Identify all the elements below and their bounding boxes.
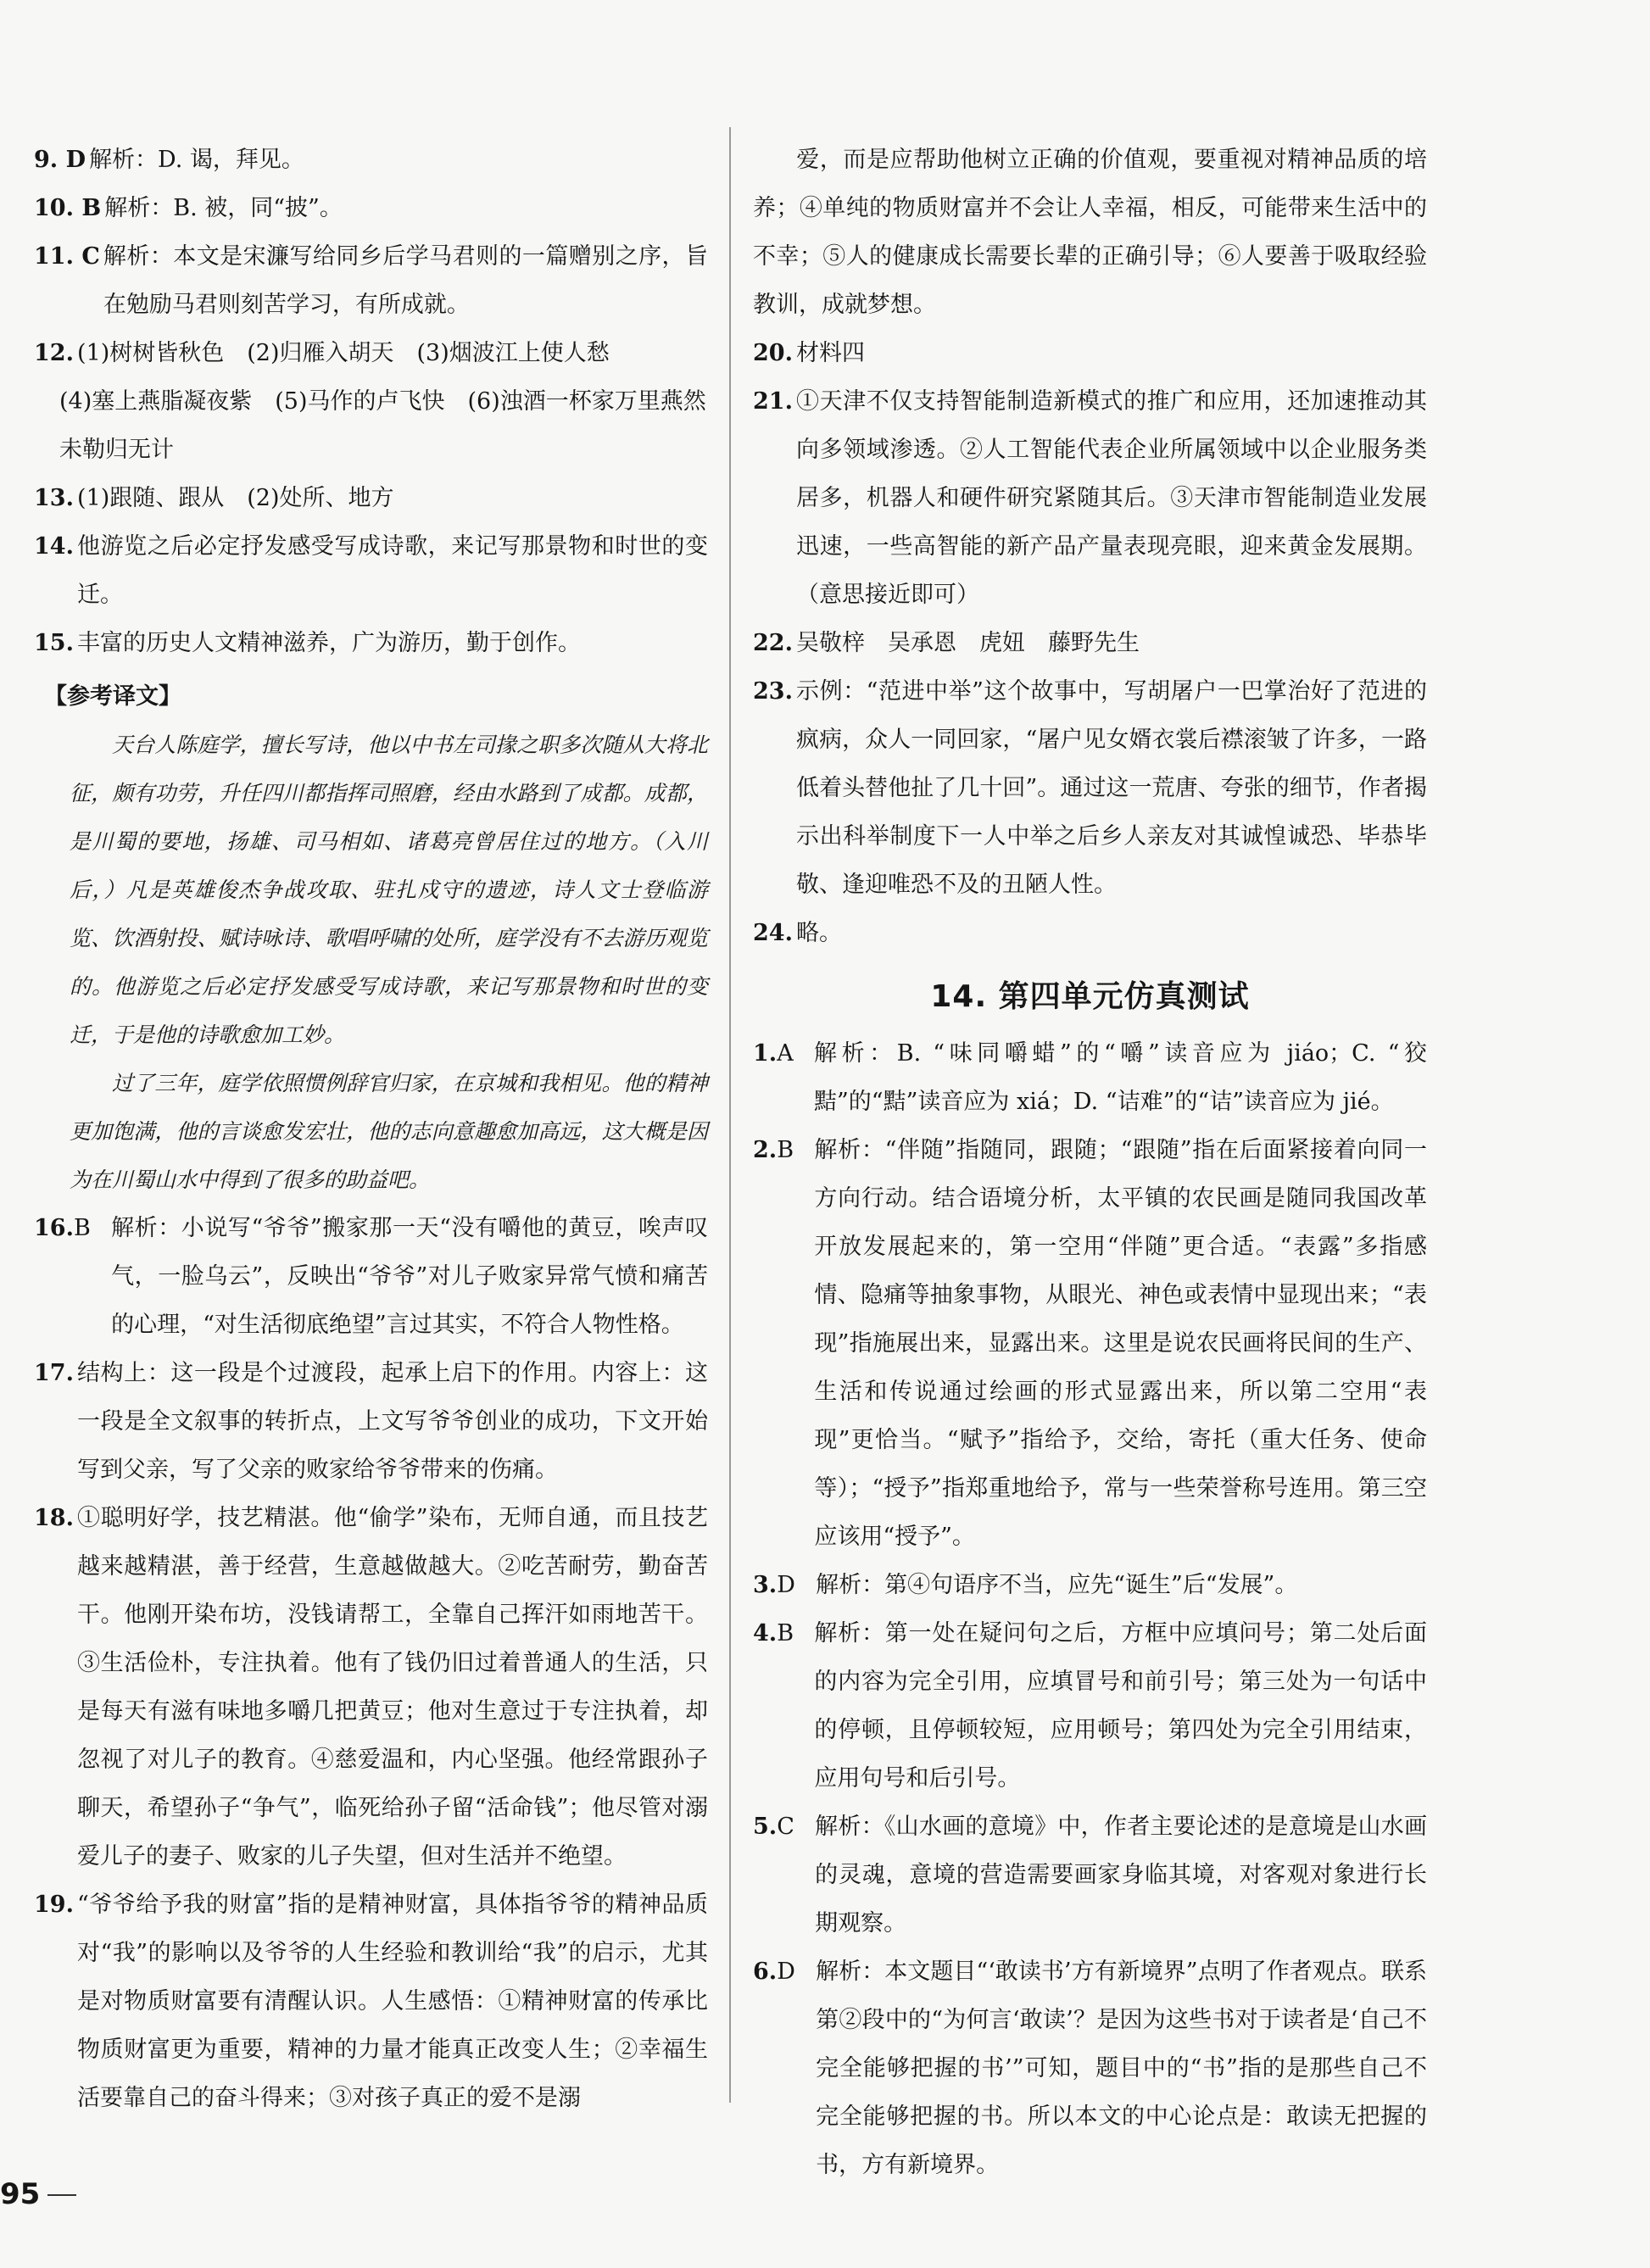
- answer-list-1: [34, 136, 708, 667]
- answer-choice: B: [777, 1137, 794, 1163]
- answer-item: [34, 1494, 708, 1881]
- answer-choice: D: [777, 1959, 795, 1985]
- answer-continuation: (4)塞上燕脂凝夜紫 (5)马作的卢飞快 (6)浊酒一杯家万里燕然未勒归无计: [59, 388, 706, 463]
- answer-item: [34, 329, 708, 377]
- answer-number: 18.: [34, 1505, 74, 1531]
- answer-number: 9. D: [34, 147, 86, 173]
- section-answer-list: [753, 1029, 1427, 2189]
- section-title: 14. 第四单元仿真测试: [930, 979, 1250, 1014]
- answer-number: 10. B: [34, 195, 102, 221]
- answer-text: 解析：B. 被，同“披”。: [104, 195, 343, 221]
- answer-choice: C: [777, 1814, 794, 1840]
- answer-number: 24.: [753, 920, 793, 946]
- answer-number: 12.: [34, 340, 74, 366]
- answer-number: 13.: [34, 485, 74, 511]
- answer-text: 解析：第一处在疑问句之后，方框中应填问号；第二处后面的内容为完全引用，应填冒号和前引号；第三处为一句话中的停顿，且停顿较短，应用顿号；第四处为完全引用结束，应用句号和后引号。: [814, 1620, 1427, 1792]
- answer-text: 解析：“伴随”指随同，跟随；“跟随”指在后面紧接着向同一方向行动。结合语境分析，太平镇的农民画是随同我国改革开放发展起来的，第一空用“伴随”更合适。“表露”多指感情、隐痛等抽象事物，从眼光、神色或表情中显现出来；“表现”指施展出来，显露出来。这里是说农民画将民间的生产、生活和传说通过绘画的形式显露出来，所以第二空用“表现”更恰当。“赋予”指给予，交给，寄托（重大任务、使命等）；“授予”指郑重地给予，常与一些荣誉称号连用。第三空应该用“授予”。: [814, 1137, 1427, 1550]
- answer-text: 吴敬梓 吴承恩 虎妞 藤野先生: [796, 630, 1140, 656]
- answer-number: 3.: [753, 1572, 778, 1598]
- answer-choice: D: [777, 1572, 795, 1598]
- answer-item: [753, 329, 1427, 377]
- answer-text: 解析：本文是宋濂写给同乡后学马君则的一篇赠别之序，旨在勉励马君则刻苦学习，有所成就。: [103, 243, 708, 318]
- answer-item: [34, 1204, 708, 1349]
- answer-list-3: [753, 329, 1427, 957]
- answer-item: [753, 377, 1427, 619]
- answer-number: 6.: [753, 1959, 778, 1985]
- answer-text: (1)跟随、跟从 (2)处所、地方: [77, 485, 394, 511]
- answer-choice: B: [73, 1215, 91, 1241]
- answer-number: 17.: [34, 1360, 74, 1386]
- page-number: 95: [0, 2177, 41, 2211]
- answer-text: 解析：D. 谒，拜见。: [89, 147, 304, 173]
- answer-number: 5.: [753, 1814, 778, 1840]
- answer-item: [753, 619, 1427, 667]
- answer-text: “爷爷给予我的财富”指的是精神财富，具体指爷爷的精神品质对“我”的影响以及爷爷的人生经验和教训给“我”的启示，尤其是对物质财富要有清醒认识。人生感悟：①精神财富的传承比物质财富更为重要，精神的力量才能真正改变人生；②幸福生活要靠自己的奋斗得来；③对孩子真正的爱不是溺: [77, 1892, 708, 2111]
- answer-number: 20.: [753, 340, 793, 366]
- answer-item: [34, 232, 708, 329]
- answer-text: 略。: [796, 920, 843, 946]
- answer-item: [753, 1803, 1427, 1948]
- translation-block: [34, 672, 708, 1204]
- answer-number: 15.: [34, 630, 74, 656]
- answer-number: 1.: [753, 1040, 778, 1067]
- answer-text: 解析：第④句语序不当，应先“诞生”后“发展”。: [816, 1572, 1298, 1598]
- answer-item: [753, 667, 1427, 909]
- answer-number: 2.: [753, 1137, 778, 1163]
- answer-text: 示例：“范进中举”这个故事中，写胡屠户一巴掌治好了范进的疯病，众人一同回家，“屠户见女婿衣裳后襟滚皱了许多，一路低着头替他扯了几十回”。通过这一荒唐、夸张的细节，作者揭示出科举制度下一人中举之后乡人亲友对其诚惶诚恐、毕恭毕敬、逢迎唯恐不及的丑陋人性。: [796, 678, 1427, 898]
- answer-item: [753, 1948, 1427, 2189]
- translation-paragraph: 过了三年，庭学依照惯例辞官归家，在京城和我相见。他的精神更加饱满，他的言谈愈发宏壮，他的志向意趣愈加高远，这大概是因为在川蜀山水中得到了很多的助益吧。: [70, 1071, 708, 1192]
- answer-number: 4.: [753, 1620, 778, 1647]
- answer-item: [34, 522, 708, 619]
- answer-text: ①聪明好学，技艺精湛。他“偷学”染布，无师自通，而且技艺越来越精湛，善于经营，生意越做越大。②吃苦耐劳，勤奋苦干。他刚开染布坊，没钱请帮工，全靠自己挥汗如雨地苦干。③生活俭朴，专注执着。他有了钱仍旧过着普通人的生活，只是每天有滋有味地多嚼几把黄豆；他对生意过于专注执着，却忽视了对儿子的教育。④慈爱温和，内心坚强。他经常跟孙子聊天，希望孙子“争气”，临死给孙子留“活命钱”；他尽管对溺爱儿子的妻子、败家的儿子失望，但对生活并不绝望。: [77, 1505, 708, 1870]
- answer-list-2: [34, 1204, 708, 2122]
- answer-number: 14.: [34, 533, 74, 560]
- answer-choice: A: [777, 1040, 794, 1067]
- translation-paragraph: 天台人陈庭学，擅长写诗，他以中书左司掾之职多次随从大将北征，颇有功劳，升任四川都指挥司照磨，经由水路到了成都。成都，是川蜀的要地，扬雄、司马相如、诸葛亮曾居住过的地方。（入川后，）凡是英雄俊杰争战攻取、驻扎戍守的遗迹，诗人文士登临游览、饮酒射投、赋诗咏诗、歌唱呼啸的处所，庭学没有不去游历观览的。他游览之后必定抒发感受写成诗歌，来记写那景物和时世的变迁，于是他的诗歌愈加工妙。: [70, 733, 708, 1047]
- answer-item: [753, 1029, 1427, 1126]
- answer-text: 解析：小说写“爷爷”搬家那一天“没有嚼他的黄豆，唉声叹气，一脸乌云”，反映出“爷爷”对儿子败家异常气愤和痛苦的心理，“对生活彻底绝望”言过其实，不符合人物性格。: [111, 1215, 708, 1338]
- answer-number: 11. C: [34, 243, 100, 270]
- answer-item: [753, 909, 1427, 957]
- answer-item: [34, 619, 708, 667]
- right-column: [753, 136, 1427, 2189]
- answer-item: [753, 1609, 1427, 1803]
- answer-number: 23.: [753, 678, 793, 705]
- answer-number: 16.: [34, 1215, 74, 1241]
- answer-text: (1)树树皆秋色 (2)归雁入胡天 (3)烟波江上使人愁: [77, 340, 610, 366]
- answer-choice: B: [777, 1620, 794, 1647]
- answer-item: [34, 184, 708, 232]
- left-column: [34, 136, 708, 2122]
- answer-text: 解析：《山水画的意境》中，作者主要论述的是意境是山水画的灵魂，意境的营造需要画家身临其境，对客观对象进行长期观察。: [815, 1814, 1427, 1936]
- answer-number: 19.: [34, 1892, 74, 1918]
- answer-item: [34, 1881, 708, 2122]
- answer-number: 21.: [753, 388, 793, 415]
- answer-text: ①天津不仅支持智能制造新模式的推广和应用，还加速推动其向多领域渗透。②人工智能代表企业所属领域中以企业服务类居多，机器人和硬件研究紧随其后。③天津市智能制造业发展迅速，一些高智能的新产品产量表现亮眼，迎来黄金发展期。（意思接近即可）: [796, 388, 1427, 608]
- answer-text: 他游览之后必定抒发感受写成诗歌，来记写那景物和时世的变迁。: [77, 533, 708, 608]
- answer-text: 丰富的历史人文精神滋养，广为游历，勤于创作。: [77, 630, 582, 656]
- answer-item: [34, 474, 708, 522]
- translation-heading: 【参考译文】: [44, 683, 181, 710]
- column-divider: [729, 127, 731, 2103]
- answer-text: 解析：本文题目“‘敢读书’方有新境界”点明了作者观点。联系第②段中的“为何言‘敢读’？是因为这些书对于读者是‘自己不完全能够把握的书’”可知，题目中的“书”指的是那些自己不完全能够把握的书。所以本文的中心论点是：敢读无把握的书，方有新境界。: [816, 1959, 1427, 2178]
- answer-item: [753, 1561, 1427, 1609]
- page-number-rule: [47, 2194, 76, 2196]
- answer-text: 结构上：这一段是个过渡段，起承上启下的作用。内容上：这一段是全文叙事的转折点，上文写爷爷创业的成功，下文开始写到父亲，写了父亲的败家给爷爷带来的伤痛。: [77, 1360, 708, 1483]
- continued-answer: [753, 136, 1427, 329]
- answer-item: [34, 1349, 708, 1494]
- continued-answer-text: 爱，而是应帮助他树立正确的价值观，要重视对精神品质的培养；④单纯的物质财富并不会让人幸福，相反，可能带来生活中的不幸；⑤人的健康成长需要长辈的正确引导；⑥人要善于吸取经验教训，成就梦想。: [753, 147, 1427, 318]
- answer-number: 22.: [753, 630, 793, 656]
- answer-item: [753, 1126, 1427, 1561]
- answer-text: 材料四: [796, 340, 866, 366]
- answer-text: 解析：B. “味同嚼蜡”的“嚼”读音应为 jiáo；C. “狡黠”的“黠”读音应为 xiá；D. “诘难”的“诘”读音应为 jié。: [813, 1040, 1427, 1115]
- answer-item: [34, 136, 708, 184]
